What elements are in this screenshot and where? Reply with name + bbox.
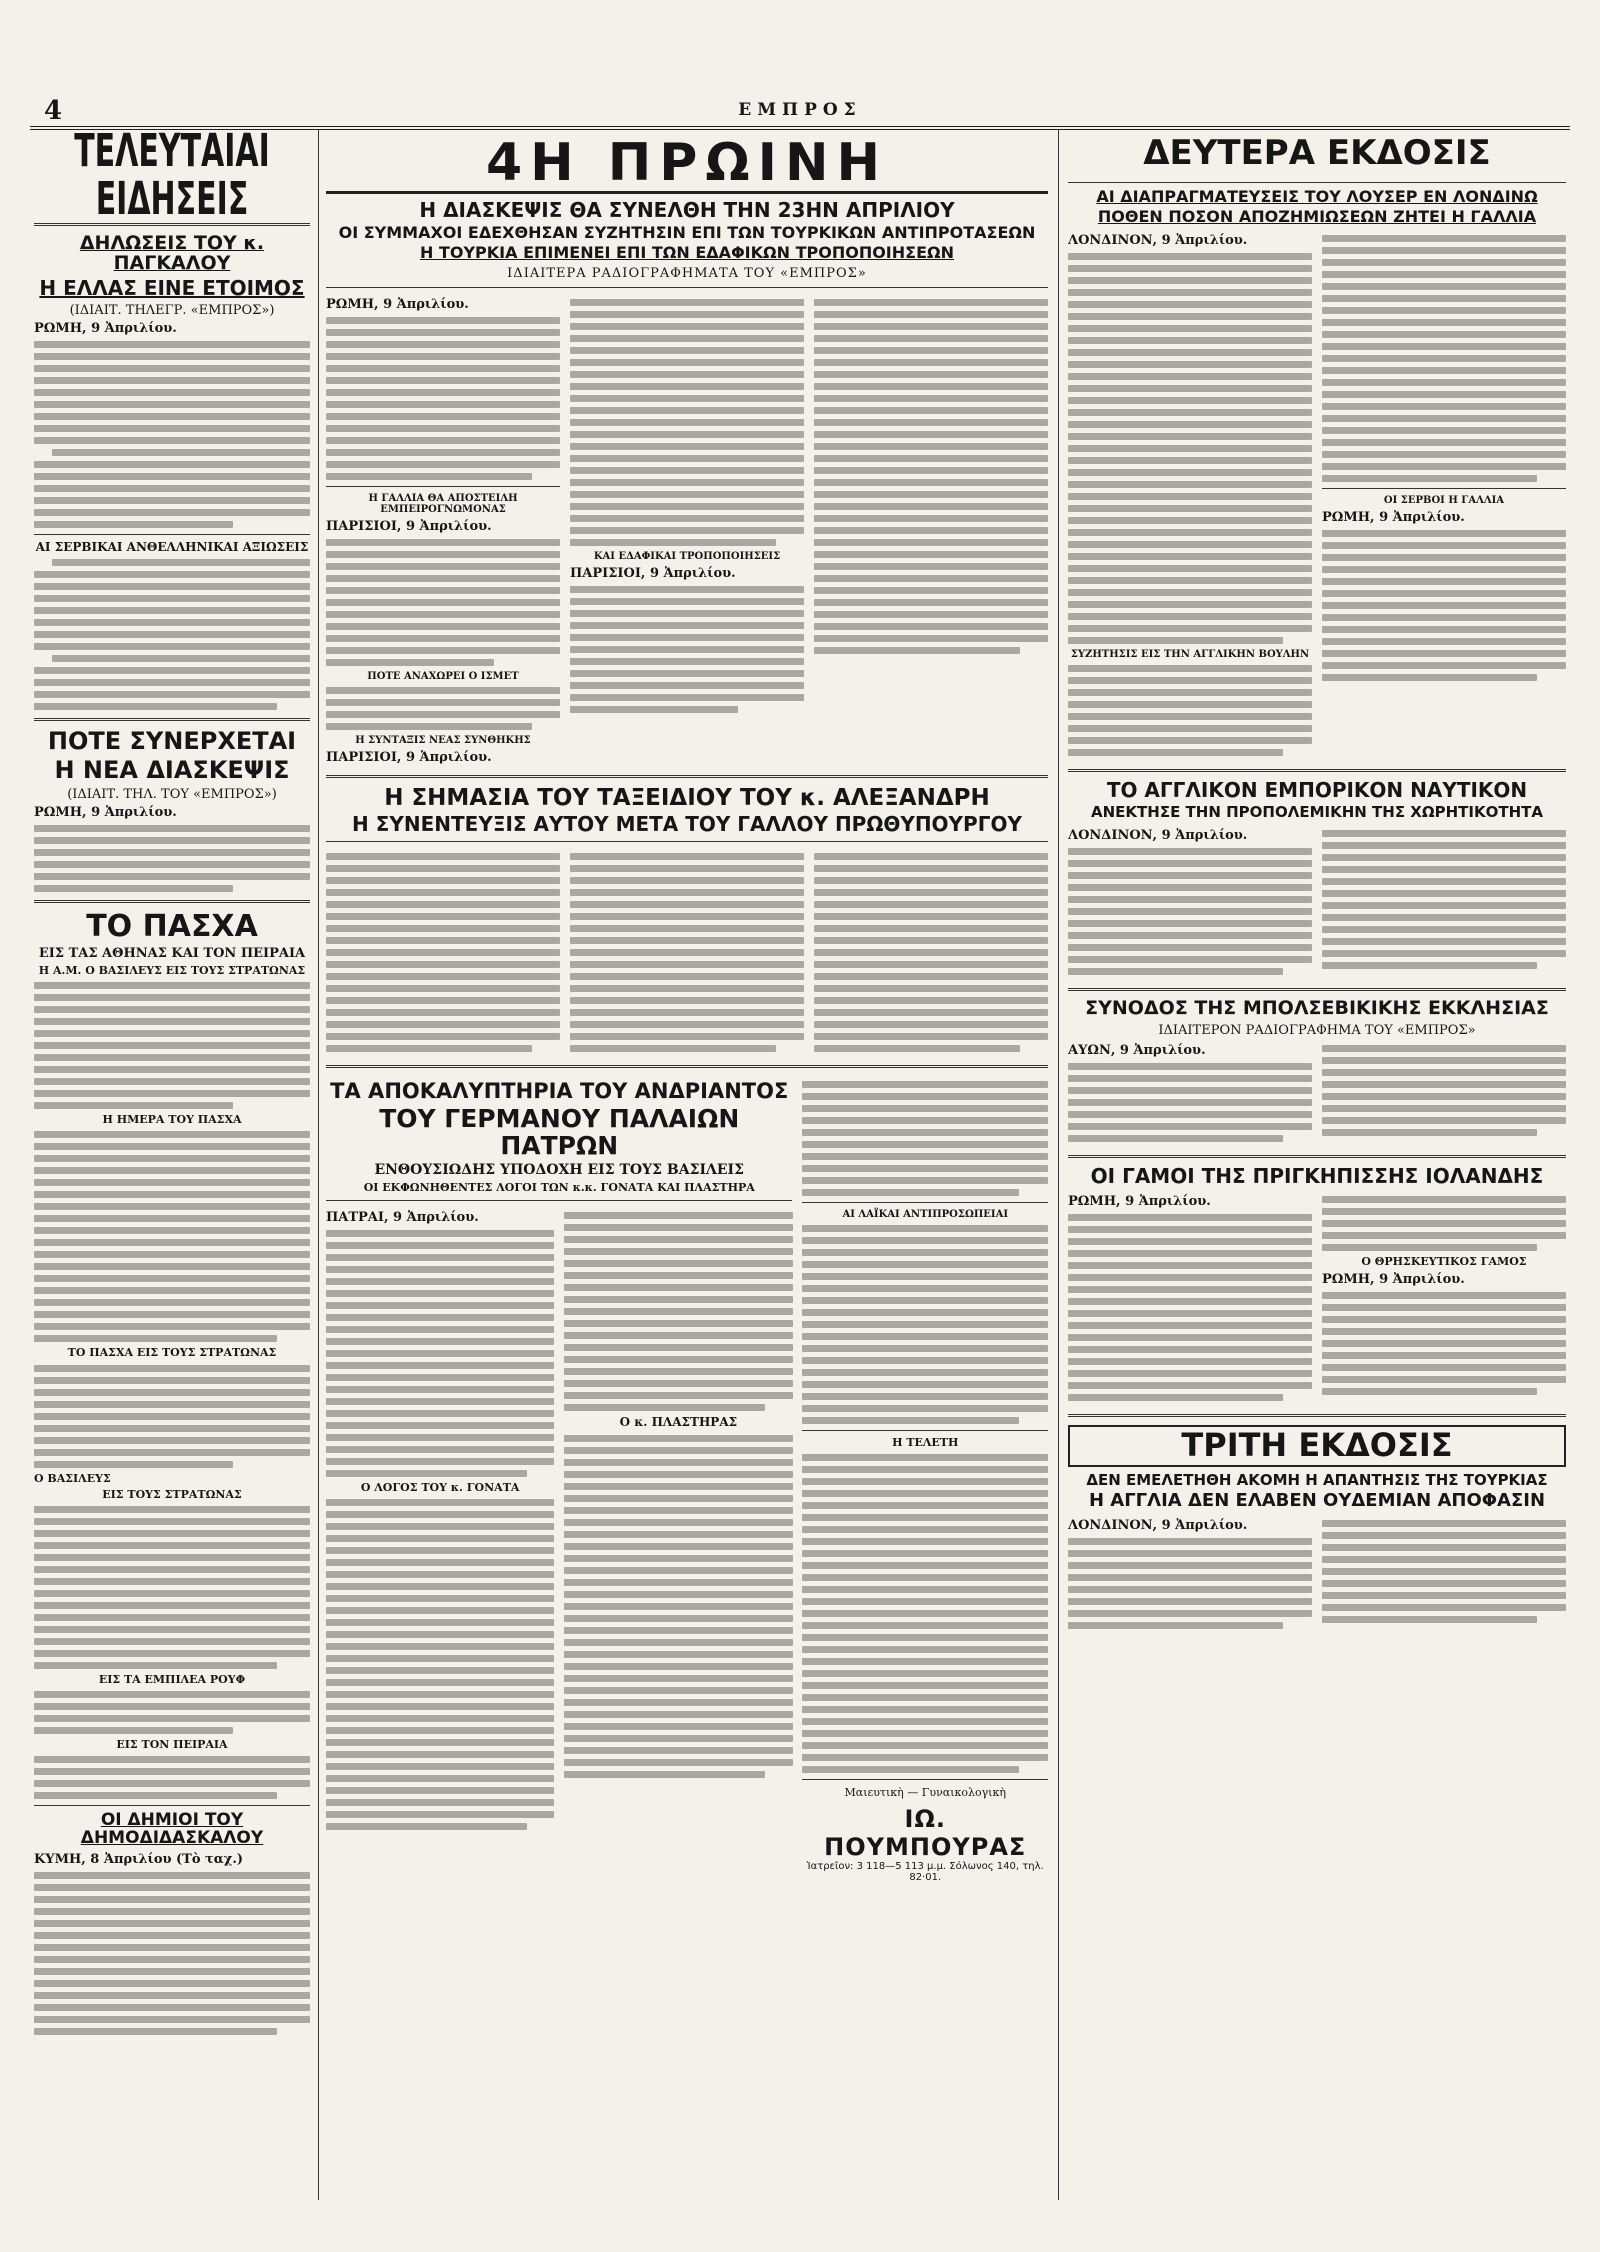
interview-french-pm-headline: Η ΣΥΝΕΝΤΕΥΞΙΣ ΑΥΤΟΥ ΜΕΤΑ ΤΟΥ ΓΑΛΛΟΥ ΠΡΩΘΥΠΟΥΡΓΟΥ: [352, 812, 1022, 837]
enthusiastic-welcome-headline: ΕΝΘΟΥΣΙΩΔΗΣ ΥΠΟΔΟΧΗ ΕΙΣ ΤΟΥΣ ΒΑΣΙΛΕΙΣ: [374, 1161, 745, 1178]
to-barracks-subhead: ΕΙΣ ΤΟΥΣ ΣΤΡΑΤΩΝΑΣ: [102, 1487, 242, 1501]
popular-delegations-subhead: ΑΙ ΛΑΪΚΑΙ ΑΝΤΙΠΡΟΣΩΠΕΙΑΙ: [842, 1209, 1009, 1221]
france-reparations-headline: ΠΟΘΕΝ ΠΟΣΟΝ ΑΠΟΖΗΜΙΩΣΕΩΝ ΖΗΤΕΙ Η ΓΑΛΛΙΑ: [1097, 207, 1537, 227]
dateline: ΚΥΜΗ, 8 Ἀπριλίου (Τὸ ταχ.): [34, 1851, 244, 1867]
ismet-departure-subhead: ΠΟΤΕ ΑΝΑΧΩΡΕΙ Ο ΙΣΜΕΤ: [367, 671, 519, 683]
column-rule: [318, 130, 319, 2200]
conference-when-headline: ΠΟΤΕ ΣΥΝΕΡΧΕΤΑΙ: [47, 727, 297, 756]
left-column: [34, 130, 310, 2200]
easter-day-subhead: Η ΗΜΕΡΑ ΤΟΥ ΠΑΣΧΑ: [102, 1113, 242, 1127]
second-edition-banner: ΔΕΥΤΕΡΑ ΕΚΔΟΣΙΣ: [1143, 133, 1491, 173]
tonnage-headline: ΑΝΕΚΤΗΣΕ ΤΗΝ ΠΡΟΠΟΛΕΜΙΚΗΝ ΤΗΣ ΧΩΡΗΤΙΚΟΤΗΤΑ: [1091, 803, 1543, 822]
column-rule: [1058, 130, 1059, 2200]
page-number: 4: [44, 96, 63, 126]
teacher-killers-headline: ΟΙ ΔΗΜΙΟΙ ΤΟΥ ΔΗΜΟΔΙΔΑΣΚΑΛΟΥ: [80, 1809, 264, 1848]
dateline: ΠΑΤΡΑΙ, 9 Ἀπριλίου.: [326, 1210, 479, 1226]
dateline: ΡΩΜΗ, 9 Ἀπριλίου.: [326, 297, 469, 313]
dateline: ΑΥΩΝ, 9 Ἀπριλίου.: [1068, 1042, 1206, 1058]
iolanda-wedding-headline: ΟΙ ΓΑΜΟΙ ΤΗΣ ΠΡΙΓΚΗΠΙΣΣΗΣ ΙΟΛΑΝΔΗΣ: [1090, 1163, 1544, 1188]
dateline: ΠΑΡΙΣΙΟΙ, 9 Ἀπριλίου.: [570, 566, 736, 582]
conference-date-headline: Η ΔΙΑΣΚΕΨΙΣ ΘΑ ΣΥΝΕΛΘΗ ΤΗΝ 23ΗΝ ΑΠΡΙΛΙΟΥ: [419, 197, 955, 222]
merchant-navy-headline: ΤΟ ΑΓΓΛΙΚΟΝ ΕΜΠΟΡΙΚΟΝ ΝΑΥΤΙΚΟΝ: [1106, 778, 1528, 803]
allies-discussion-headline: ΟΙ ΣΥΜΜΑΧΟΙ ΕΔΕΧΘΗΣΑΝ ΣΥΖΗΤΗΣΙΝ ΕΠΙ ΤΩΝ ΤΟΥΡΚΙΚΩΝ ΑΝΤΙΠΡΟΤΑΣΕΩΝ: [338, 222, 1036, 242]
edition-banner: 4Η ΠΡΩΙΝΗ: [326, 136, 1048, 194]
dateline: ΠΑΡΙΣΙΟΙ, 9 Ἀπριλίου.: [326, 750, 492, 766]
dateline: ΡΩΜΗ, 9 Ἀπριλίου.: [34, 320, 177, 336]
germanos-headline: ΤΟΥ ΓΕΡΜΑΝΟΥ ΠΑΛΑΙΩΝ ΠΑΤΡΩΝ: [379, 1104, 740, 1160]
england-no-decision-headline: Η ΑΓΓΛΙΑ ΔΕΝ ΕΛΑΒΕΝ ΟΥΔΕΜΙΑΝ ΑΠΟΦΑΣΙΝ: [1088, 1490, 1546, 1512]
turkish-reply-headline: ΔΕΝ ΕΜΕΛΕΤΗΘΗ ΑΚΟΜΗ Η ΑΠΑΝΤΗΣΙΣ ΤΗΣ ΤΟΥΡΚΙΑΣ: [1086, 1470, 1548, 1489]
dateline: ΡΩΜΗ, 9 Ἀπριλίου.: [1068, 1193, 1211, 1209]
radiogram-credit: ΙΔΙΑΙΤΕΡΑ ΡΑΔΙΟΓΡΑΦΗΜΑΤΑ ΤΟΥ «ΕΜΠΡΟΣ»: [507, 266, 867, 282]
barracks-easter-subhead: ΤΟ ΠΑΣΧΑ ΕΙΣ ΤΟΥΣ ΣΤΡΑΤΩΝΑΣ: [67, 1346, 277, 1360]
ceremony-subhead: Η ΤΕΛΕΤΗ: [892, 1436, 959, 1450]
dateline: ΡΩΜΗ, 9 Ἀπριλίου.: [1322, 1272, 1465, 1288]
bolshevik-church-headline: ΣΥΝΟΔΟΣ ΤΗΣ ΜΠΟΛΣΕΒΙΚΙΚΗΣ ΕΚΚΛΗΣΙΑΣ: [1085, 997, 1549, 1020]
gonatas-speech-subhead: Ο ΛΟΓΟΣ ΤΟΥ κ. ΓΟΝΑΤΑ: [360, 1481, 520, 1495]
easter-subhead: ΕΙΣ ΤΑΣ ΑΘΗΝΑΣ ΚΑΙ ΤΟΝ ΠΕΙΡΑΙΑ: [38, 945, 306, 961]
king-barracks-subhead: Η Α.Μ. Ο ΒΑΣΙΛΕΥΣ ΕΙΣ ΤΟΥΣ ΣΤΡΑΤΩΝΑΣ: [38, 964, 306, 978]
dateline: ΡΩΜΗ, 9 Ἀπριλίου.: [34, 805, 177, 821]
credit-line: (ΙΔΙΑΙΤ. ΤΗΛ. ΤΟΥ «ΕΜΠΡΟΣ»): [67, 787, 277, 803]
ad-doctor-name: ΙΩ. ΠΟΥΜΠΟΥΡΑΣ: [824, 1805, 1027, 1862]
paper-name: ΕΜΠΡΟΣ: [738, 100, 862, 120]
ad-hours-address: Ἰατρεῖον: 3 118—5 113 μ.μ. Σόλωνος 140, τηλ. 82·01.: [806, 1861, 1044, 1884]
new-conference-headline: Η ΝΕΑ ΔΙΑΣΚΕΨΙΣ: [54, 756, 290, 785]
new-treaty-subhead: Η ΣΥΝΤΑΞΙΣ ΝΕΑΣ ΣΥΝΘΗΚΗΣ: [355, 735, 531, 747]
credit-line: (ΙΔΙΑΙΤ. ΤΗΛΕΓΡ. «ΕΜΠΡΟΣ»): [69, 302, 275, 318]
alexandris-trip-headline: Η ΣΗΜΑΣΙΑ ΤΟΥ ΤΑΞΕΙΔΙΟΥ ΤΟΥ κ. ΑΛΕΞΑΝΔΡΗ: [384, 785, 990, 812]
statue-unveiling-headline: ΤΑ ΑΠΟΚΑΛΥΠΤΗΡΙΑ ΤΟΥ ΑΝΔΡΙΑΝΤΟΣ: [330, 1079, 789, 1104]
territorial-changes-subhead: ΚΑΙ ΕΔΑΦΙΚΑΙ ΤΡΟΠΟΠΟΙΗΣΕΙΣ: [593, 551, 781, 563]
serbs-france-subhead: ΟΙ ΣΕΡΒΟΙ Η ΓΑΛΛΙΑ: [1383, 495, 1505, 507]
loucheur-negotiations-headline: ΑΙ ΔΙΑΠΡΑΓΜΑΤΕΥΣΕΙΣ ΤΟΥ ΛΟΥΣΕΡ ΕΝ ΛΟΝΔΙΝΩ: [1096, 186, 1538, 206]
right-column: [1068, 130, 1566, 2200]
king-subhead: Ο ΒΑΣΙΛΕΥΣ: [34, 1471, 111, 1485]
center-column: [326, 130, 1048, 2200]
turkey-insists-headline: Η ΤΟΥΡΚΙΑ ΕΠΙΜΕΝΕΙ ΕΠΙ ΤΩΝ ΕΔΑΦΙΚΩΝ ΤΡΟΠΟΠΟΙΗΣΕΩΝ: [419, 243, 954, 263]
dateline: ΠΑΡΙΣΙΟΙ, 9 Ἀπριλίου.: [326, 519, 492, 535]
dateline: ΡΩΜΗ, 9 Ἀπριλίου.: [1322, 510, 1465, 526]
third-edition-banner: ΤΡΙΤΗ ΕΚΔΟΣΙΣ: [1068, 1425, 1566, 1467]
dateline: ΛΟΝΔΙΝΟΝ, 9 Ἀπριλίου.: [1068, 828, 1248, 844]
serbian-claims-subhead: ΑΙ ΣΕΡΒΙΚΑΙ ΑΝΘΕΛΛΗΝΙΚΑΙ ΑΞΙΩΣΕΙΣ: [35, 539, 309, 554]
greece-ready-headline: Η ΕΛΛΑΣ ΕΙΝΕ ΕΤΟΙΜΟΣ: [39, 275, 305, 300]
british-parliament-subhead: ΣΥΖΗΤΗΣΙΣ ΕΙΣ ΤΗΝ ΑΓΓΛΙΚΗΝ ΒΟΥΛΗΝ: [1070, 649, 1310, 661]
piraeus-subhead: ΕΙΣ ΤΟΝ ΠΕΙΡΑΙΑ: [116, 1737, 228, 1751]
emplea-subhead: ΕΙΣ ΤΑ ΕΜΠΙΛΕΑ ΡΟΥΦ: [98, 1672, 246, 1686]
religious-wedding-subhead: Ο ΘΡΗΣΚΕΥΤΙΚΟΣ ΓΑΜΟΣ: [1361, 1254, 1527, 1268]
plastiras-subhead: Ο κ. ΠΛΑΣΤΗΡΑΣ: [619, 1415, 738, 1430]
latest-news-headline: ΤΕΛΕΥΤΑΙΑΙ ΕΙΔΗΣΕΙΣ: [74, 130, 270, 225]
france-experts-subhead: Η ΓΑΛΛΙΑ ΘΑ ΑΠΟΣΤΕΙΛΗ ΕΜΠΕΙΡΟΓΝΩΜΟΝΑΣ: [368, 493, 518, 516]
speeches-headline: ΟΙ ΕΚΦΩΝΗΘΕΝΤΕΣ ΛΟΓΟΙ ΤΩΝ κ.κ. ΓΟΝΑΤΑ ΚΑΙ ΠΛΑΣΤΗΡΑ: [363, 1181, 755, 1195]
radiogram-credit: ΙΔΙΑΙΤΕΡΟΝ ΡΑΔΙΟΓΡΑΦΗΜΑ ΤΟΥ «ΕΜΠΡΟΣ»: [1158, 1022, 1476, 1038]
dateline: ΛΟΝΔΙΝΟΝ, 9 Ἀπριλίου.: [1068, 1518, 1248, 1534]
ad-specialty: Μαιευτικὴ — Γυναικολογικὴ: [844, 1786, 1006, 1800]
dateline: ΛΟΝΔΙΝΟΝ, 9 Ἀπριλίου.: [1068, 233, 1248, 249]
easter-headline: ΤΟ ΠΑΣΧΑ: [86, 909, 258, 945]
pangalos-headline: ΔΗΛΩΣΕΙΣ ΤΟΥ κ. ΠΑΓΚΑΛΟΥ: [79, 232, 265, 274]
masthead: [30, 96, 1570, 130]
